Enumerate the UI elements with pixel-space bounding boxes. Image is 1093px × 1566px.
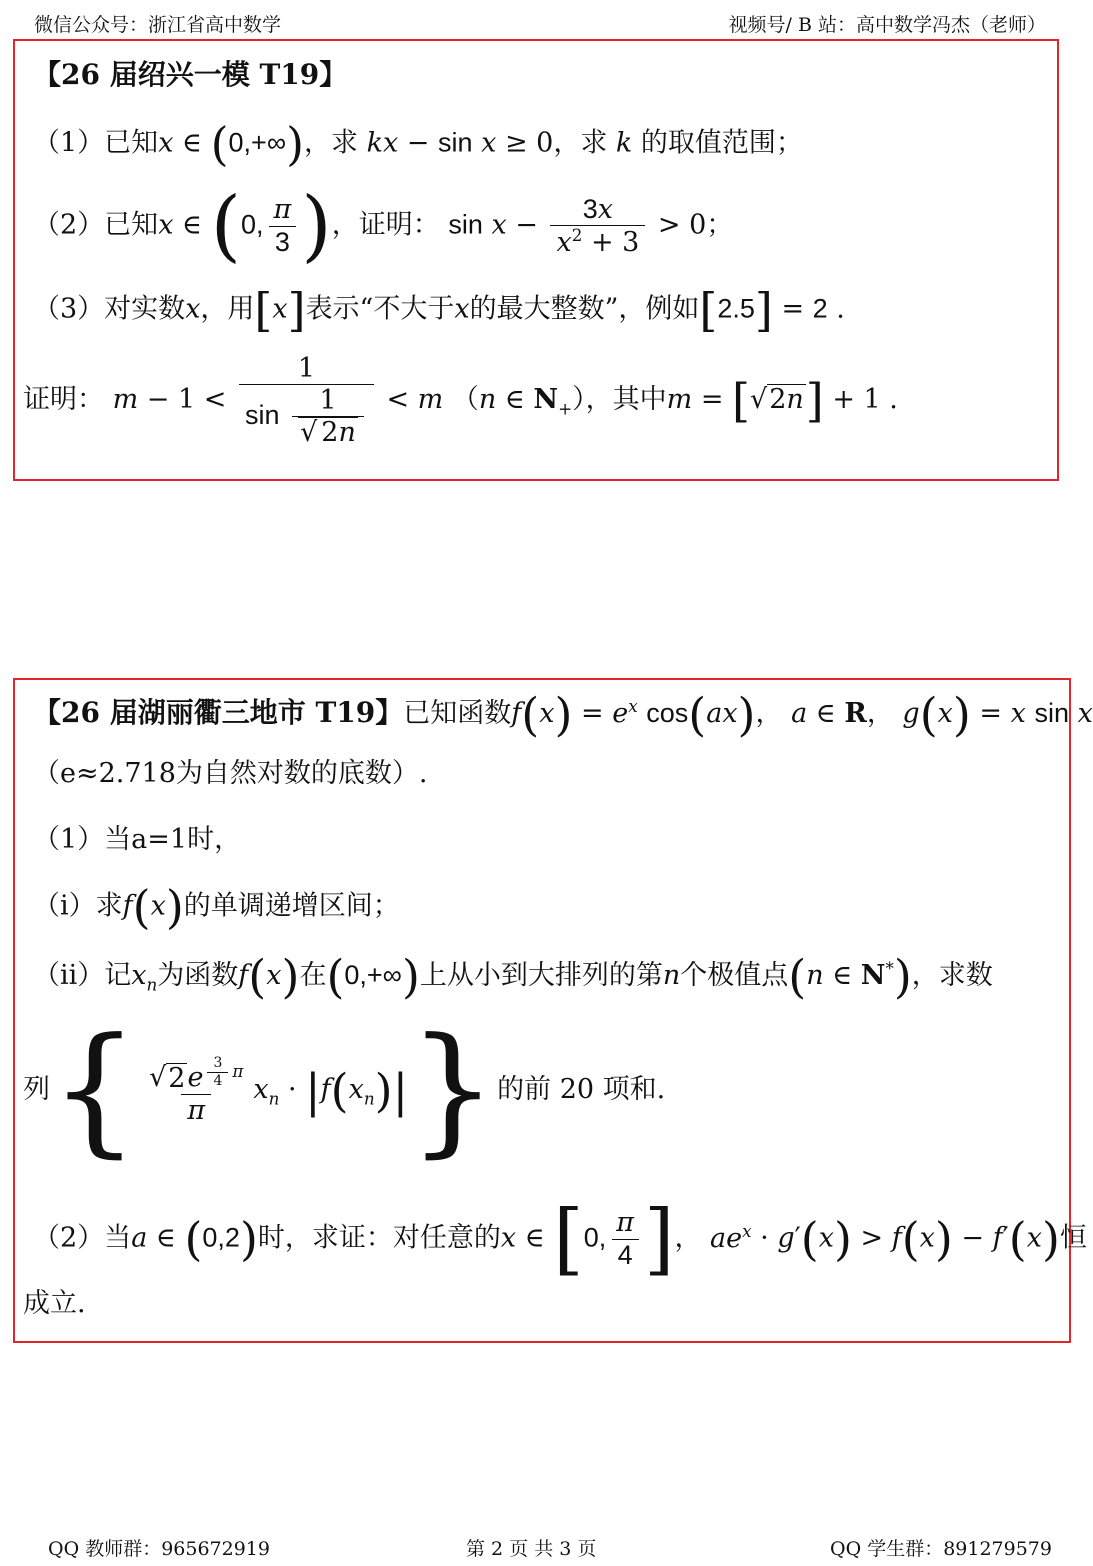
problem-2-part-2-end: 成立.: [23, 1288, 86, 1319]
header-left: 微信公众号：浙江省高中数学: [34, 14, 282, 36]
pi-over-3-fraction: $\frac{\pi}{3}$: [268, 194, 298, 257]
problem-1-part-2: （2）已知x ∈ (0, $\frac{\pi}{3}$ )，证明： sin x − $\frac{3x}{x^2 + 3}$ > 0；: [33, 181, 734, 271]
p2-part1ii-mid2: 在: [299, 960, 327, 991]
p1-part3-mid2: 表示“不大于: [305, 293, 455, 325]
p1-proof-prefix: 证明：: [23, 384, 104, 416]
problem-2-intro: 【26 届湖丽衢三地市 T19】已知函数$f(x) = e^x$ cos(ax)， a ∈ R， g(x) = x sin x: [33, 687, 1093, 742]
p1-part3-mid3: 的最大整数”，例如: [469, 293, 700, 325]
p2-part1i-prefix: （i）求: [33, 890, 123, 922]
footer-right: QQ 学生群：891279579: [830, 1538, 1052, 1560]
problem-2-part-1: （1）当a=1时，: [33, 824, 242, 855]
header-right: 视频号/ B 站：高中数学冯杰（老师）: [728, 14, 1046, 36]
p1-part2-prefix: （2）已知: [33, 209, 159, 241]
problem-2-sequence: 列{ √2e $^{\frac{3}{4} \pi}$ π $x_n \cdot |f(x_n)|$}的前 20 项和.: [23, 1008, 666, 1172]
p1-part2-suffix: ；: [706, 209, 734, 241]
p2-seq-suffix: 的前 20 项和.: [497, 1074, 666, 1105]
problem-2-part-1-i: （i）求f(x)的单调递增区间；: [33, 880, 400, 934]
p1-part1-suffix: 的取值范围；: [640, 127, 803, 159]
footer-left: QQ 教师群：965672919: [48, 1538, 270, 1560]
problem-1-part-1: （1）已知x ∈ (0,+∞)，求 kx − sin x ≥ 0，求 k 的取值范围；: [33, 117, 803, 171]
p2-part1ii-mid3: 上从小到大排列的第: [419, 960, 663, 991]
problem-2-title: 【26 届湖丽衢三地市 T19】: [33, 696, 404, 729]
one-over-sin-fraction: 1 sin $\frac{1}{√ 2n}$: [239, 353, 374, 448]
3x-over-x2-plus-3-fraction: $\frac{3x}{x^2 + 3}$: [550, 194, 645, 258]
p1-part3-mid1: ，用: [200, 293, 255, 325]
problem-2-note: （e≈2.718为自然对数的底数）.: [33, 758, 428, 789]
sqrt2-e-fraction: √2e $^{\frac{3}{4} \pi}$ π: [149, 1055, 244, 1126]
p1-part2-mid: ，证明：: [331, 209, 440, 241]
p1-part1-mid2: ，求: [553, 127, 608, 159]
problem-2-part-2: （2）当a ∈ (0,2)时，求证：对任意的x ∈ [0, $\frac{\pi}{4}$ ]， $ae^x \cdot g'(x) > f(x) - f'(x)$恒: [33, 1194, 1087, 1284]
p2-part2-suffix: 恒: [1059, 1222, 1087, 1254]
p2-intro-prefix: 已知函数: [403, 698, 512, 729]
p2-part1i-suffix: 的单调递增区间；: [183, 890, 400, 922]
pi-over-4-fraction: $\frac{\pi}{4}$: [610, 1207, 640, 1270]
p1-part1-mid: ，求: [304, 127, 359, 159]
p2-part2-prefix: （2）当: [33, 1222, 132, 1254]
problem-1-title: 【26 届绍兴一模 T19】: [33, 58, 348, 91]
p2-seq-prefix: 列: [23, 1074, 50, 1105]
p1-proof-mid: ，其中: [585, 384, 667, 416]
p2-part1ii-mid1: 为函数: [157, 960, 239, 991]
p1-part3-prefix: （3）对实数: [33, 293, 186, 325]
p2-part2-mid2: ，: [674, 1222, 702, 1254]
p1-part1-prefix: （1）已知: [33, 127, 159, 159]
problem-1-proof: 证明： m − 1 < 1 sin $\frac{1}{√ 2n}$ < m （n ∈ $N_+$），其中m = [√2n] + 1 .: [23, 353, 898, 449]
p2-part1ii-mid4: 个极值点: [680, 960, 789, 991]
footer-center: 第 2 页 共 3 页: [466, 1538, 597, 1560]
p2-part1ii-prefix: （ii）记: [33, 960, 132, 991]
problem-1-part-3: （3）对实数x，用[x]表示“不大于x的最大整数”，例如[2.5] = 2 .: [33, 283, 845, 337]
problem-1-box: [13, 39, 1059, 481]
p2-part2-mid1: 时，求证：对任意的: [257, 1222, 501, 1254]
problem-2-part-1-ii: （ii）记$x_n$为函数f(x)在(0,+∞)上从小到大排列的第n个极值点(n ∈ N*)，求数: [33, 949, 993, 1004]
p2-part1ii-suffix: ，求数: [911, 960, 993, 991]
problem-2-box: [13, 678, 1093, 1343]
